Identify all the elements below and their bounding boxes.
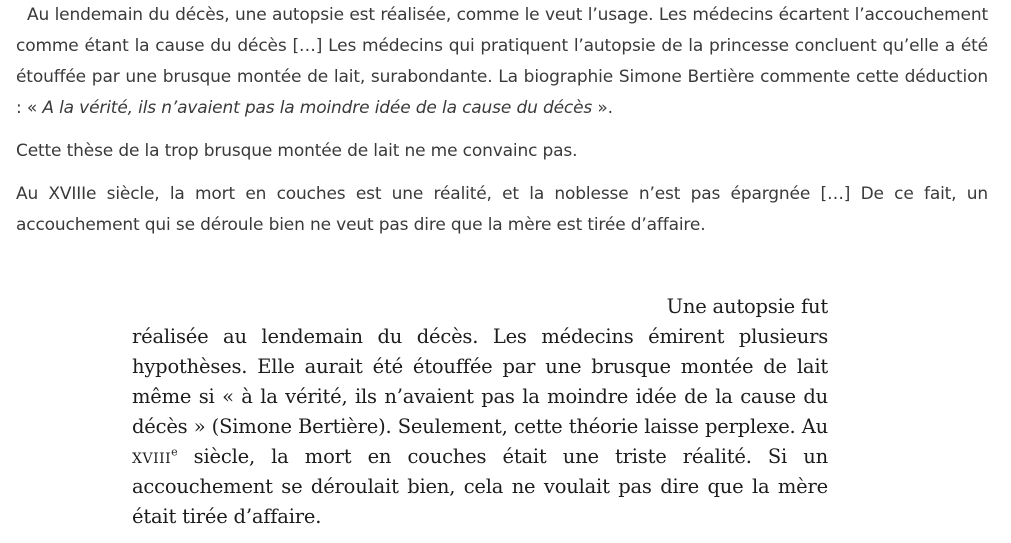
book-excerpt [132,292,828,532]
italic-quote: A la vérité, ils n’avaient pas la moindre idée de la cause du décès [42,98,593,118]
paragraph-autopsy [16,0,988,124]
book-paragraph [132,292,828,532]
paragraph-century: Au XVIIIe siècle, la mort en couches est une réalité, et la noblesse n’est pas épargnée […] De ce fait, un accouchement qui se déroule bien ne veut pas dire que la mère est tirée d’affaire. [16,184,988,235]
book-body-part-2: siècle, la mort en couches était une triste réalité. Si un accouchement se déroulait bien, cela ne voulait pas dire que la mère était tirée d’affaire. [132,445,828,528]
century-superscript: e [171,445,178,459]
century-roman: xviii [132,445,172,468]
book-body-part-1: réalisée au lendemain du décès. Les médecins émirent plusieurs hypothèses. Elle aurait été étouffée par une brusque montée de lait même si « à la vérité, ils n’avaient pas la moindre idée de la cause du décès » (Simone Bertière). Seulement, cette théorie laisse perplexe. Au [132,325,828,438]
paragraph-thesis: Cette thèse de la trop brusque montée de lait ne me convainc pas. [16,141,578,161]
blog-excerpt [16,0,988,241]
paragraph-autopsy-end: ». [592,98,613,118]
paragraph-autopsy-text: Au lendemain du décès, une autopsie est réalisée, comme le veut l’usage. Les médecins écartent l’accouchement comme étant la cause du décès […] Les médecins qui pratiquent l’autopsie de la princesse concluent qu’elle a été étouffée par une brusque montée de lait, surabondante. La biographie Simone Bertière commente cette déduction : « [16,5,988,118]
book-first-line: Une autopsie fut [666,295,828,318]
